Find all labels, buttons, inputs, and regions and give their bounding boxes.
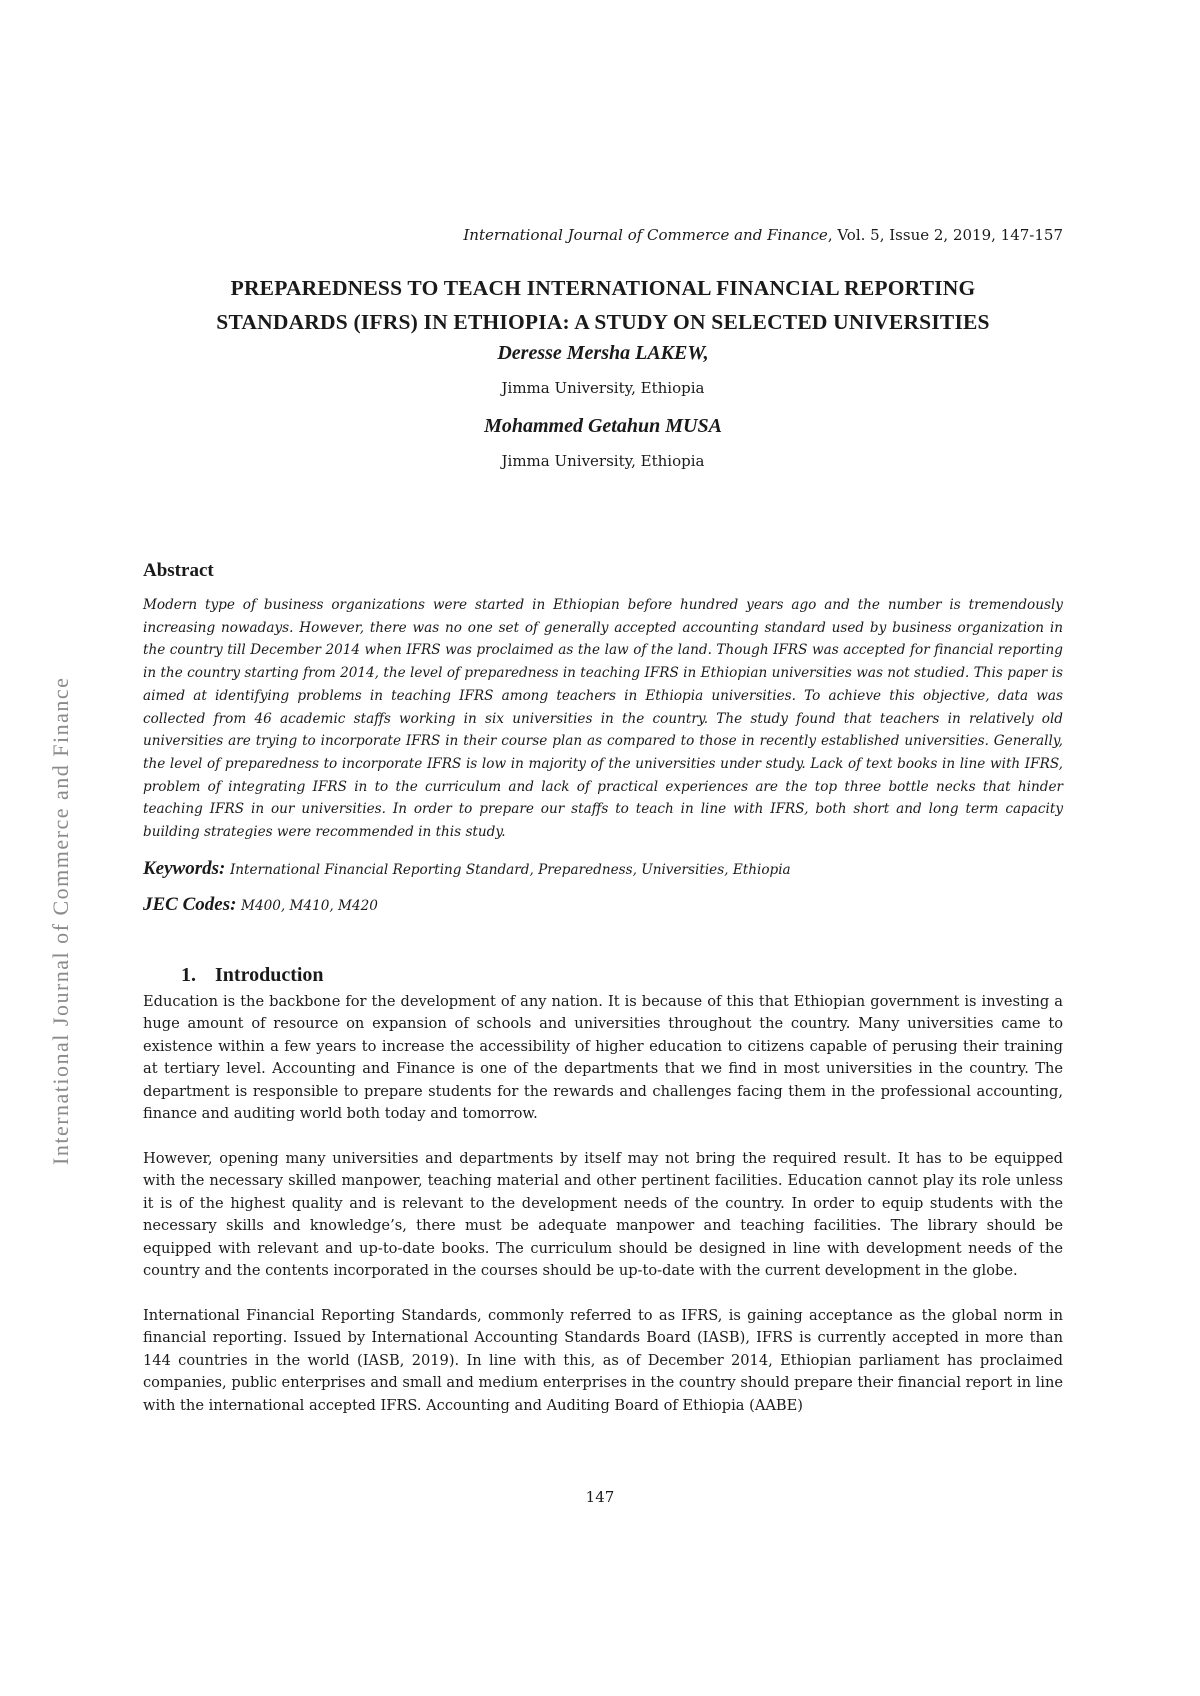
running-head-volume: , Vol. 5, Issue 2, 2019, 147-157	[827, 226, 1063, 244]
author-name: Deresse Mersha LAKEW,	[497, 342, 709, 364]
running-head-journal: International Journal of Commerce and Finance	[463, 226, 828, 244]
side-journal-watermark: International Journal of Commerce and Finance	[48, 676, 73, 1165]
author-affiliation: Jimma University, Ethiopia	[501, 379, 705, 397]
paper-page	[143, 226, 1063, 1439]
paper-title-line: STANDARDS (IFRS) IN ETHIOPIA: A STUDY ON SELECTED UNIVERSITIES	[216, 310, 990, 334]
keywords-line	[143, 858, 1063, 880]
section-heading-introduction	[181, 964, 1063, 987]
keywords-label: Keywords:	[143, 857, 226, 879]
section-number: 1.	[181, 963, 196, 986]
page-number: 147	[585, 1488, 615, 1506]
abstract-heading: Abstract	[143, 560, 214, 581]
body-paragraph: However, opening many universities and departments by itself may not bring the required result. It has to be equipped with the necessary skilled manpower, teaching material and other pertinent facilities. Education cannot play its role unless it is of the highest quality and is relevant to the development needs of the country. In order to equip students with the necessary skills and knowledge’s, there must be adequate manpower and teaching facilities. The library should be equipped with relevant and up-to-date books. The curriculum should be designed in line with development needs of the country and the contents incorporated in the courses should be up-to-date with the current development in the globe.	[143, 1149, 1063, 1280]
running-head	[143, 226, 1063, 244]
body-paragraph: Education is the backbone for the development of any nation. It is because of this that Ethiopian government is investing a huge amount of resource on expansion of schools and universities throughout the country. Many universities came to existence within a few years to increase the accessibility of higher education to citizens capable of perusing their training at tertiary level. Accounting and Finance is one of the departments that we find in most universities in the country. The department is responsible to prepare students for the rewards and challenges facing them in the professional accounting, finance and auditing world both today and tomorrow.	[143, 992, 1063, 1123]
jec-codes-line	[143, 894, 1063, 916]
author-affiliation: Jimma University, Ethiopia	[501, 452, 705, 470]
paper-title	[143, 274, 1063, 336]
body-paragraph: International Financial Reporting Standards, commonly referred to as IFRS, is gaining acceptance as the global norm in financial reporting. Issued by International Accounting Standards Board (IASB), IFRS is currently accepted in more than 144 countries in the world (IASB, 2019). In line with this, as of December 2014, Ethiopian parliament has proclaimed companies, public enterprises and small and medium enterprises in the country should prepare their financial report in line with the international accepted IFRS. Accounting and Auditing Board of Ethiopia (AABE)	[143, 1306, 1063, 1414]
jec-codes-label: JEC Codes:	[143, 893, 237, 915]
section-title: Introduction	[215, 963, 324, 986]
abstract-text: Modern type of business organizations were started in Ethiopian before hundred years ago and the number is tremendously increasing nowadays. However, there was no one set of generally accepted accounting standard used by business organization in the country till December 2014 when IFRS was proclaimed as the law of the land. Though IFRS was accepted for financial reporting in the country starting from 2014, the level of preparedness in teaching IFRS in Ethiopian universities was not studied. This paper is aimed at identifying problems in teaching IFRS among teachers in Ethiopia universities. To achieve this objective, data was collected from 46 academic staffs working in six universities in the country. The study found that teachers in relatively old universities are trying to incorporate IFRS in their course plan as compared to those in recently established universities. Generally, the level of preparedness to incorporate IFRS is low in majority of the universities under study. Lack of text books in line with IFRS, problem of integrating IFRS in to the curriculum and lack of practical experiences are the top three bottle necks that hinder teaching IFRS in our universities. In order to prepare our staffs to teach in line with IFRS, both short and long term capacity building strategies were recommended in this study.	[143, 597, 1063, 841]
keywords-value: International Financial Reporting Standard, Preparedness, Universities, Ethiopia	[229, 861, 791, 878]
author-name: Mohammed Getahun MUSA	[484, 415, 722, 437]
jec-codes-value: M400, M410, M420	[241, 897, 378, 914]
paper-title-line: PREPAREDNESS TO TEACH INTERNATIONAL FINANCIAL REPORTING	[230, 276, 976, 300]
